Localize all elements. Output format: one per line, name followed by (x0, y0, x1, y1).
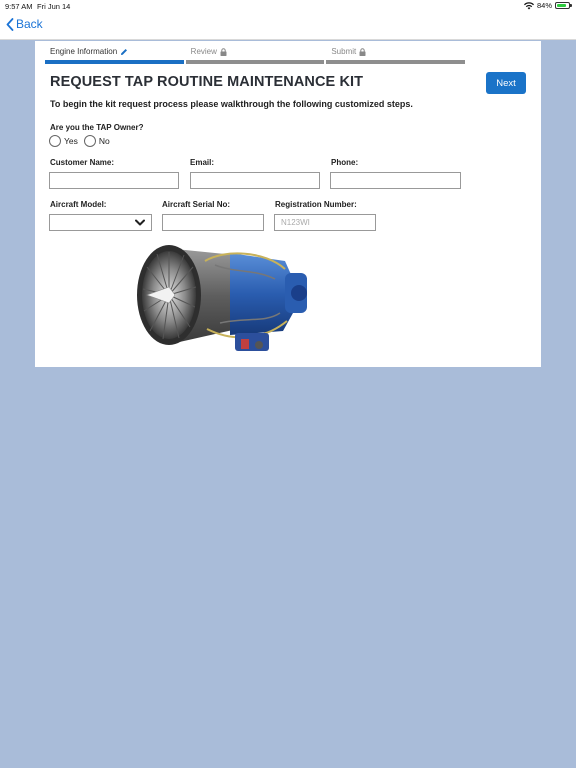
owner-question: Are you the TAP Owner? (50, 123, 144, 132)
owner-no-option[interactable] (84, 135, 110, 147)
serial-label: Aircraft Serial No: (162, 200, 231, 209)
step-label: Submit (331, 47, 357, 56)
back-label: Back (16, 17, 43, 31)
status-bar (0, 0, 576, 12)
progress-steps (45, 46, 465, 64)
step-submit[interactable] (326, 46, 465, 64)
battery-icon (555, 2, 570, 9)
status-right (524, 1, 570, 10)
radio-no-label: No (98, 136, 110, 146)
lock-icon (220, 48, 227, 56)
phone-input[interactable] (330, 172, 461, 189)
step-engine-information[interactable] (45, 46, 184, 64)
owner-radio-group (49, 135, 116, 147)
wifi-icon (524, 2, 534, 10)
step-bar (186, 60, 325, 64)
chevron-down-icon (135, 219, 145, 226)
customer-name-label: Customer Name: (50, 158, 115, 167)
pencil-icon (120, 48, 128, 56)
registration-label: Registration Number: (275, 200, 357, 209)
step-label: Review (190, 47, 217, 56)
next-button[interactable]: Next (486, 72, 526, 94)
lock-icon (359, 48, 366, 56)
email-input[interactable] (190, 172, 320, 189)
radio-no[interactable] (84, 135, 96, 147)
engine-image (135, 239, 313, 359)
status-date: Fri Jun 14 (37, 2, 71, 11)
page-title: REQUEST TAP ROUTINE MAINTENANCE KIT (50, 74, 364, 90)
customer-name-input[interactable] (49, 172, 179, 189)
step-label: Engine Information (50, 47, 118, 56)
aircraft-model-label: Aircraft Model: (50, 200, 107, 209)
step-bar (45, 60, 184, 64)
chevron-left-icon (6, 18, 14, 31)
email-label: Email: (190, 158, 215, 167)
owner-yes-option[interactable] (49, 135, 78, 147)
back-button[interactable] (6, 17, 43, 31)
radio-yes[interactable] (49, 135, 61, 147)
step-bar (326, 60, 465, 64)
form-card (35, 41, 541, 367)
phone-label: Phone: (331, 158, 359, 167)
aircraft-model-select[interactable] (49, 214, 152, 231)
registration-input[interactable] (274, 214, 376, 231)
navigation-bar (0, 12, 576, 40)
serial-input[interactable] (162, 214, 264, 231)
step-review[interactable] (186, 46, 325, 64)
status-time: 9:57 AM (5, 2, 33, 11)
radio-yes-label: Yes (64, 136, 78, 146)
intro-text: To begin the kit request process please walkthrough the following customized steps. (50, 99, 413, 109)
battery-percent: 84% (536, 1, 552, 10)
